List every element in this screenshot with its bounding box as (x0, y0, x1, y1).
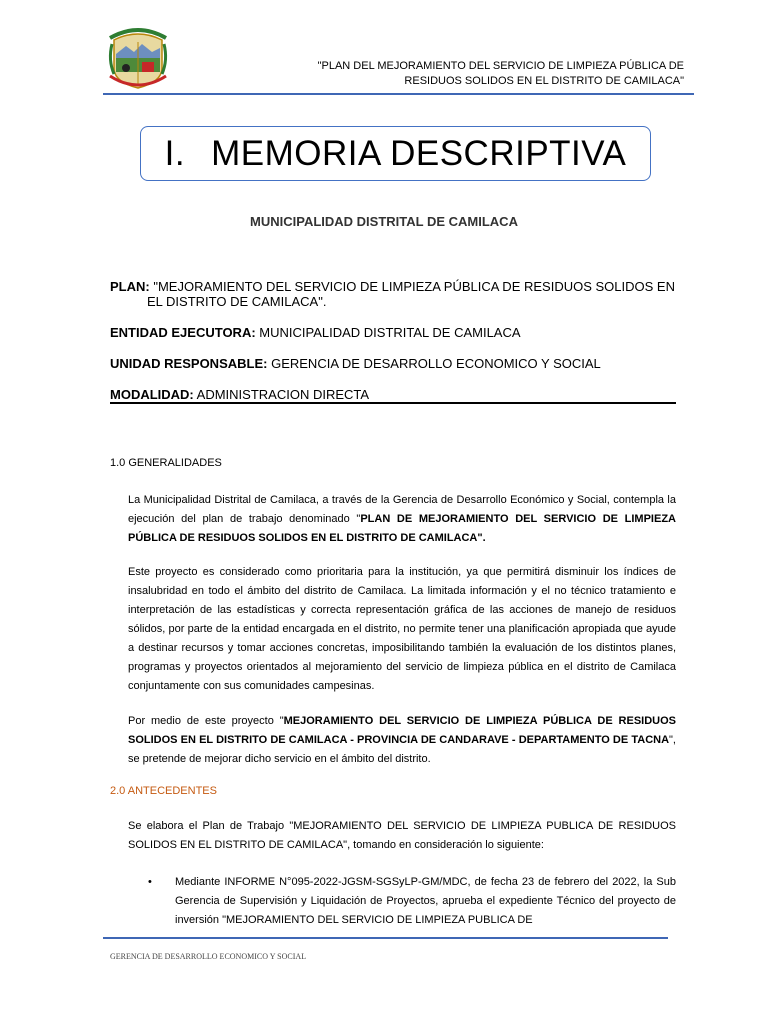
section1-p3-text-c: ", se pretende de mejorar dicho servicio en el ámbito del distrito. (128, 734, 676, 765)
municipality-logo (104, 24, 172, 92)
municipality-name: MUNICIPALIDAD DISTRITAL DE CAMILACA (250, 214, 518, 229)
header-title-line2: RESIDUOS SOLIDOS EN EL DISTRITO DE CAMILACA" (404, 75, 684, 87)
mode-value: ADMINISTRACION DIRECTA (196, 387, 370, 402)
entity-label: ENTIDAD EJECUTORA: (110, 325, 256, 340)
footer-divider (103, 937, 668, 939)
section2-bullet1-text: Mediante INFORME N°095-2022-JGSM-SGSyLP-GM/MDC, de fecha 23 de febrero del 2022, la Sub Gerencia de Supervisión y Liquidación de Proyectos, aprueba el expediente Técnico del proyecto de inversión "MEJORAMIENTO DEL SERVICIO DE LIMPIEZA PUBLICA DE (175, 876, 676, 926)
section1-p1-text: La Municipalidad Distrital de Camilaca, a través de la Gerencia de Desarrollo Económico y Social, contempla la ejecución del plan de trabajo denominado " (128, 494, 676, 525)
section-title-box (140, 126, 651, 181)
header-title-line1: "PLAN DEL MEJORAMIENTO DEL SERVICIO DE LIMPIEZA PÚBLICA DE (317, 60, 684, 72)
section1-p3-bold: MEJORAMIENTO DEL SERVICIO DE LIMPIEZA PÚBLICA DE RESIDUOS SOLIDOS EN EL DISTRITO DE CAMILACA - PROVINCIA DE CANDARAVE - DEPARTAMENTO DE TACNA (128, 715, 676, 746)
section1-p1-bold: PLAN DE MEJORAMIENTO DEL SERVICIO DE LIMPIEZA PÚBLICA DE RESIDUOS SOLIDOS EN EL DISTRITO DE CAMILACA". (128, 513, 676, 544)
unit-field (110, 356, 676, 371)
section2-bullet-item (128, 873, 676, 930)
plan-label: PLAN: (110, 279, 150, 294)
header-divider (103, 93, 694, 95)
unit-value: GERENCIA DE DESARROLLO ECONOMICO Y SOCIAL (271, 356, 601, 371)
unit-label: UNIDAD RESPONSABLE: (110, 356, 268, 371)
section1-paragraph3 (128, 712, 676, 769)
section1-paragraph1 (128, 491, 676, 548)
entity-field (110, 325, 676, 340)
section-number: I. (164, 133, 186, 173)
section2-paragraph1: Se elabora el Plan de Trabajo "MEJORAMIENTO DEL SERVICIO DE LIMPIEZA PUBLICA DE RESIDUOS SOLIDOS EN EL DISTRITO DE CAMILACA", tomando en consideración lo siguiente: (128, 820, 676, 851)
section1-heading: 1.0 GENERALIDADES (110, 457, 222, 469)
section2-heading: 2.0 ANTECEDENTES (110, 785, 217, 797)
bullet-dot-icon: • (148, 876, 152, 888)
plan-value-line1: "MEJORAMIENTO DEL SERVICIO DE LIMPIEZA PÚBLICA DE RESIDUOS SOLIDOS EN (153, 279, 675, 294)
plan-field (110, 279, 676, 309)
footer-text: GERENCIA DE DESARROLLO ECONOMICO Y SOCIAL (110, 952, 307, 961)
section1-paragraph2: Este proyecto es considerado como prioritaria para la institución, ya que permitirá disminuir los índices de insalubridad en todo el ámbito del distrito de Camilaca. La limitada información y el no técnico tratamiento e interpretación de las estadísticas y correcta representación gráfica de las acciones de manejo de residuos sólidos, por parte de la entidad encargada en el distrito, no permite tener una planificación apropiada que ayude a destinar recursos y tomar acciones concretas, imposibilitando también la evaluación de los distintos planes, programas y proyectos orientados al mejoramiento del servicio de limpieza pública en el distrito de Camilaca conjuntamente con sus comunidades campesinas. (128, 566, 676, 692)
fields-divider (110, 402, 676, 404)
section1-p3-text-a: Por medio de este proyecto " (128, 715, 284, 727)
mode-field (110, 387, 676, 402)
plan-value-line2: EL DISTRITO DE CAMILACA". (147, 294, 327, 309)
mode-label: MODALIDAD: (110, 387, 194, 402)
section-title: MEMORIA DESCRIPTIVA (211, 133, 627, 173)
document-header-title (264, 59, 684, 89)
entity-value: MUNICIPALIDAD DISTRITAL DE CAMILACA (259, 325, 521, 340)
